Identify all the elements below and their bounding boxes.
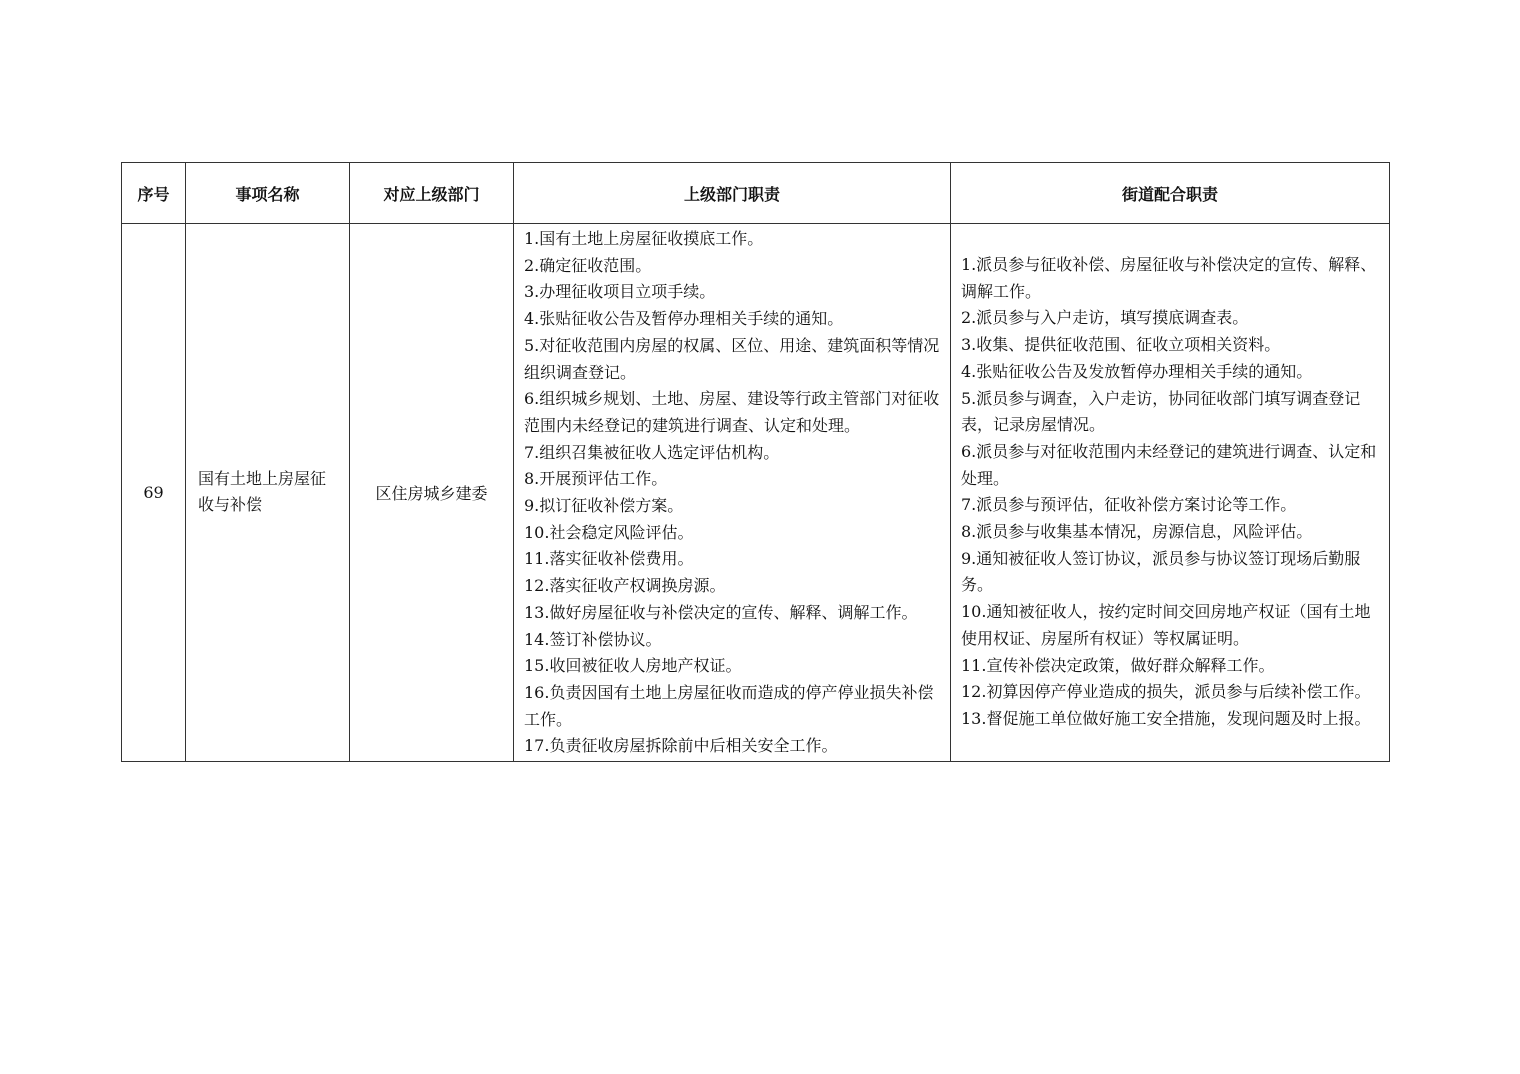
street-duty-item: 2.派员参与入户走访，填写摸底调查表。 <box>961 308 1249 328</box>
upper-duty-item: 12.落实征收产权调换房源。 <box>524 576 726 596</box>
street-duty-item: 11.宣传补偿决定政策，做好群众解释工作。 <box>961 655 1275 675</box>
upper-duty-item: 5.对征收范围内房屋的权属、区位、用途、建筑面积等情况组织调查登记。 <box>524 335 940 382</box>
street-duty-item: 3.收集、提供征收范围、征收立项相关资料。 <box>961 335 1281 355</box>
street-duty-item: 5.派员参与调查，入户走访，协同征收部门填写调查登记表，记录房屋情况。 <box>961 388 1361 435</box>
header-street-duty: 街道配合职责 <box>951 163 1390 224</box>
street-duty-item: 8.派员参与收集基本情况，房源信息，风险评估。 <box>961 522 1313 542</box>
street-duty-item: 12.初算因停产停业造成的损失，派员参与后续补偿工作。 <box>961 682 1371 702</box>
street-duty-item: 6.派员参与对征收范围内未经登记的建筑进行调查、认定和处理。 <box>961 441 1377 488</box>
upper-duty-item: 9.拟订征收补偿方案。 <box>524 496 684 516</box>
upper-duty-item: 14.签订补偿协议。 <box>524 629 662 649</box>
upper-duty-item: 3.办理征收项目立项手续。 <box>524 282 716 302</box>
street-duty-item: 9.通知被征收人签订协议，派员参与协议签订现场后勤服务。 <box>961 548 1361 595</box>
table-row <box>122 224 1390 762</box>
upper-duty-cell <box>514 224 951 762</box>
street-duty-item: 13.督促施工单位做好施工安全措施，发现问题及时上报。 <box>961 708 1371 728</box>
street-duty-item: 10.通知被征收人，按约定时间交回房地产权证（国有土地使用权证、房屋所有权证）等权属证明。 <box>961 602 1371 648</box>
header-no: 序号 <box>122 163 186 224</box>
row-dept: 区住房城乡建委 <box>350 224 514 762</box>
street-duty-item: 4.张贴征收公告及发放暂停办理相关手续的通知。 <box>961 361 1313 381</box>
upper-duty-item: 8.开展预评估工作。 <box>524 469 668 489</box>
header-row <box>122 163 1390 224</box>
upper-duty-item: 11.落实征收补偿费用。 <box>524 549 694 569</box>
street-duty-list <box>961 252 1381 733</box>
upper-duty-item: 7.组织召集被征收人选定评估机构。 <box>524 442 780 462</box>
header-upper-duty: 上级部门职责 <box>514 163 951 224</box>
row-item-name: 国有土地上房屋征收与补偿 <box>186 224 350 762</box>
upper-duty-item: 15.收回被征收人房地产权证。 <box>524 656 742 676</box>
street-duty-item: 1.派员参与征收补偿、房屋征收与补偿决定的宣传、解释、调解工作。 <box>961 255 1377 301</box>
upper-duty-item: 2.确定征收范围。 <box>524 255 652 275</box>
upper-duty-item: 6.组织城乡规划、土地、房屋、建设等行政主管部门对征收范围内未经登记的建筑进行调查、认定和处理。 <box>524 389 940 435</box>
row-no: 69 <box>122 224 186 762</box>
street-duty-cell <box>951 224 1390 762</box>
upper-duty-list <box>524 226 942 760</box>
duty-table <box>121 162 1390 762</box>
upper-duty-item: 16.负责因国有土地上房屋征收而造成的停产停业损失补偿工作。 <box>524 682 934 729</box>
upper-duty-item: 10.社会稳定风险评估。 <box>524 522 694 542</box>
upper-duty-item: 13.做好房屋征收与补偿决定的宣传、解释、调解工作。 <box>524 602 918 622</box>
document-page <box>121 162 1389 762</box>
street-duty-item: 7.派员参与预评估，征收补偿方案讨论等工作。 <box>961 495 1297 515</box>
header-dept: 对应上级部门 <box>350 163 514 224</box>
header-item-name: 事项名称 <box>186 163 350 224</box>
upper-duty-item: 1.国有土地上房屋征收摸底工作。 <box>524 229 764 248</box>
upper-duty-item: 17.负责征收房屋拆除前中后相关安全工作。 <box>524 736 838 756</box>
upper-duty-item: 4.张贴征收公告及暂停办理相关手续的通知。 <box>524 309 844 329</box>
